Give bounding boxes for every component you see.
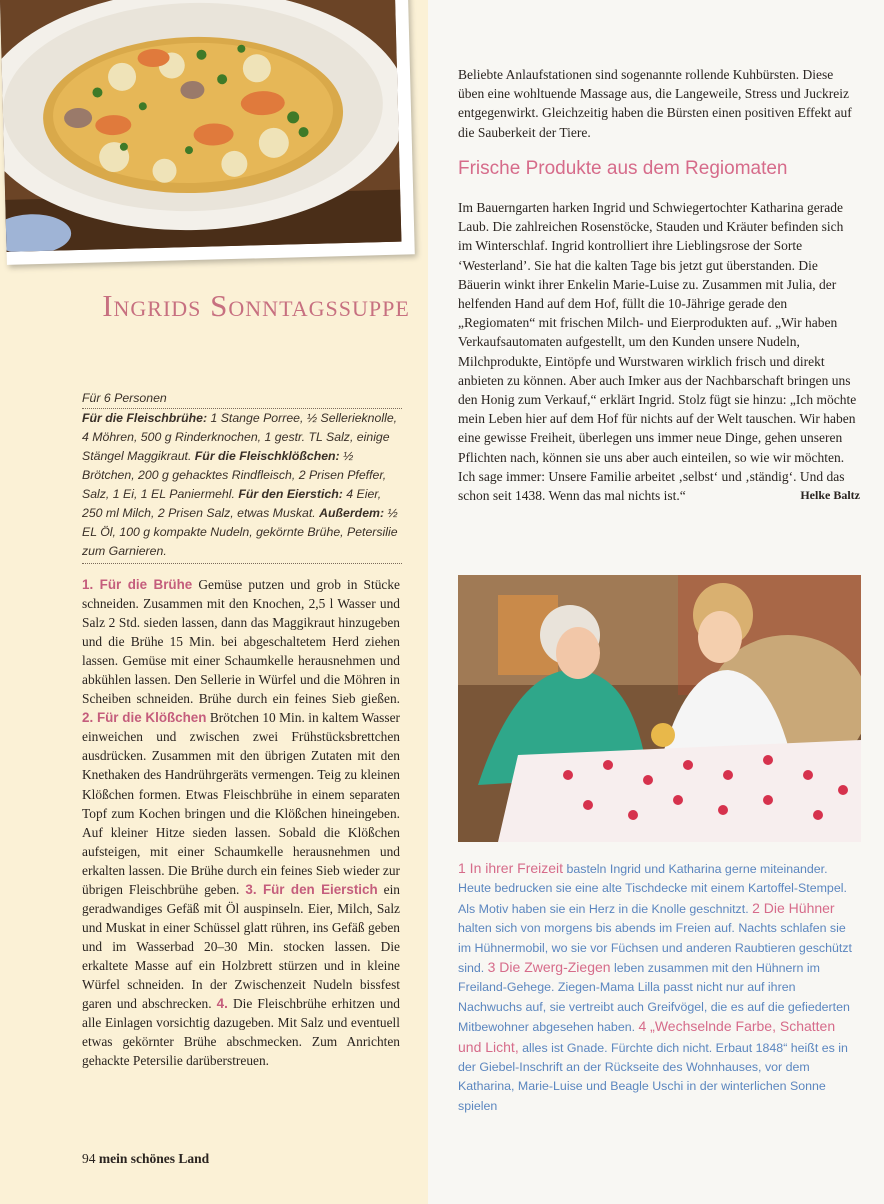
caption-heading: 3 Die Zwerg-Ziegen [487,959,611,976]
ingredient-label: Außerdem: [319,506,385,520]
crafting-photo [458,575,861,842]
ingredient-label: Für den Eierstich: [238,487,343,501]
caption-text: basteln Ingrid und Katharina gerne miteinander. Heute bedrucken sie eine alte Tischdecke mit einem Kartoffel-Stempel. Als Motiv haben sie ein Herz in die Knolle geschnitzt. [458,862,847,916]
photo-captions [458,859,862,1116]
step-text: ein geradwandiges Gefäß mit Öl auspinseln. Eier, Milch, Salz und Muskat in einer Schüssel glatt rühren, ins Gefäß geben und im Wasserbad 20–30 Min. stocken lassen. Die erkaltete Masse auf ein Holzbrett stürzen und in kleine Würfel schneiden. In der Zwischenzeit Nudeln bissfest garen und abschrecken. [82,881,400,1012]
page-number: 94 [82,1151,96,1166]
ingredient-text: 4 Eier, 250 ml Milch, 2 Prisen Salz, etwas Muskat. [82,487,382,520]
recipe-title: Ingrids Sonntagssuppe [102,288,410,323]
recipe-steps [82,575,400,1070]
page-footer [82,1151,209,1167]
author-name: Helke Baltz [800,488,860,503]
ingredient-text: ½ EL Öl, 100 g kompakte Nudeln, gekörnte Brühe, Petersilie zum Garnieren. [82,506,398,558]
caption-text: leben zusammen mit den Hühnern im Freiland-Gehege. Ziegen-Mama Lilla passt nicht nur auf ihren Nachwuchs auf, sie vertreibt auch Greifvögel, die es auf die gefiederten Mitbewohner abgesehen haben. [458,961,850,1035]
step-text: Brötchen 10 Min. in kaltem Wasser einweichen und zwischen zwei Frühstücksbrettchen ausdrücken. Zusammen mit den übrigen Zutaten mit den Knethaken des Handrührgeräts vermengen. Teig zu kleinen Klößchen formen. Etwas Fleischbrühe in einem separaten Topf zum Kochen bringen und die Klößchen hineingeben. Auf kleiner Hitze sieden lassen. Sobald die Klößchen aufsteigen, mit einer Schaumkelle herausnehmen und erkalten lassen. Die Brühe durch ein feines Sieb wieder zur übrigen Fleischbrühe geben. [82,710,400,897]
step-text: Die Fleischbrühe erhitzen und alle Einlagen vorsichtig dazugeben. Mit Salz und eventuell etwas gekörnter Brühe abschmecken. Zum Anrichten gehackte Petersilie darüberstreuen. [82,996,400,1069]
ingredient-label: Für die Fleischklößchen: [194,449,340,463]
article-paragraph: Beliebte Anlaufstationen sind sogenannte rollende Kuhbürsten. Diese üben eine wohltuende Massage aus, die Langeweile, Stress und Juckreiz entgegenwirkt. Gleichzeitig haben die Bürsten einen positiven Effekt auf die Sauberkeit der Tiere. [458,67,852,140]
caption-heading: 1 In ihrer Freizeit [458,860,564,876]
caption-text: halten sich von morgens bis abends im Freien auf. Nachts schlafen sie im Hühnermobil, wo sie vor Füchsen und anderen Raubtieren geschützt sind. [458,921,852,976]
step-heading: 3. Für den Eierstich [245,881,378,897]
ingredient-label: Für die Fleischbrühe: [82,411,208,425]
ingredients-list [82,409,402,564]
step-heading: 1. Für die Brühe [82,577,193,592]
step-text: Gemüse putzen und grob in Stücke schneiden. Zusammen mit den Knochen, 2,5 l Wasser und Salz 2 Std. sieden lassen, dann das Maggikraut hinzugeben und die Brühe 15 Min. bei abgeschaltetem Herd ziehen lassen. Gemüse mit einer Schaumkelle herausnehmen und abkühlen lassen. Den Sellerie in Würfel und die Möhren in Scheiben schneiden. Brühe durch ein feines Sieb gießen. [82,577,401,707]
magazine-name: mein schönes Land [98,1151,210,1166]
step-heading: 2. Für die Klößchen [82,710,207,726]
servings: Für 6 Personen [82,389,402,409]
ingredient-text: ½ Brötchen, 200 g gehacktes Rindfleisch, 2 Prisen Pfeffer, Salz, 1 Ei, 1 EL Paniermehl. [82,449,387,501]
article-subheading: Frische Produkte aus dem Regiomaten [458,158,788,179]
ingredient-text: 1 Stange Porree, ½ Sellerieknolle, 4 Möhren, 500 g Rinderknochen, 1 gestr. TL Salz, einige Stängel Maggikraut. [82,411,398,463]
ingredients-box [82,389,402,564]
caption-heading: 4 „Wechselnde Farbe, Schatten und Licht, [458,1018,836,1055]
article-body: Im Bauerngarten harken Ingrid und Schwiegertochter Katharina gerade Laub. Die zahlreichen Rosenstöcke, Stauden und Kräuter befinden sich im Winterschlaf. Ingrid kontrolliert ihre Lieblingsrose der Sorte ‘Westerland’. Sie hat die kalten Tage bis jetzt gut überstanden. Die Bäuerin winkt ihrer Enkelin Marie-Luise zu. Zusammen mit Julia, der helfenden Hand auf dem Hof, füllt die 10-Jährige gerade den „Regiomaten“ mit frischen Milch- und Eierprodukten auf. „Wir haben Verkaufsautomaten aufgestellt, um den Kunden unsere Nudeln, Milchprodukte, Eintöpfe und Wurstwaren wirklich frisch und direkt anbieten zu können. Aber auch Imker aus der Nachbarschaft bringen uns den Honig zum Verkauf,“ erklärt Ingrid. Stolz fügt sie hinzu: „Ich möchte mein Leben hier auf dem Hof für nichts auf der Welt tauschen. Wir haben eine gewisse Freiheit, überlegen uns immer neue Dinge, gehen unseren Pflichten nach, können sie uns aber auch einteilen, so wie wir möchten. Ich sage immer: Unsere Familie arbeitet ‚selbst‘ und ‚ständig‘. Und das schon seit 1438. Wenn das mal nichts ist.“ [458,200,857,504]
soup-illustration [0,0,401,252]
crafting-illustration [458,575,861,842]
soup-photo [0,0,415,265]
caption-heading: 2 Die Hühner [752,899,835,916]
step-heading: 4. [216,996,228,1012]
article-paragraph [458,198,860,505]
caption-text: alles ist Gnade. Fürchte dich nicht. Erbaut 1848“ heißt es in der Giebel-Inschrift an der Rückseite des Wohnhauses, vor dem Katharina, Marie-Luise und Beagle Uschi in der winterlichen Sonne spielen [458,1040,848,1113]
